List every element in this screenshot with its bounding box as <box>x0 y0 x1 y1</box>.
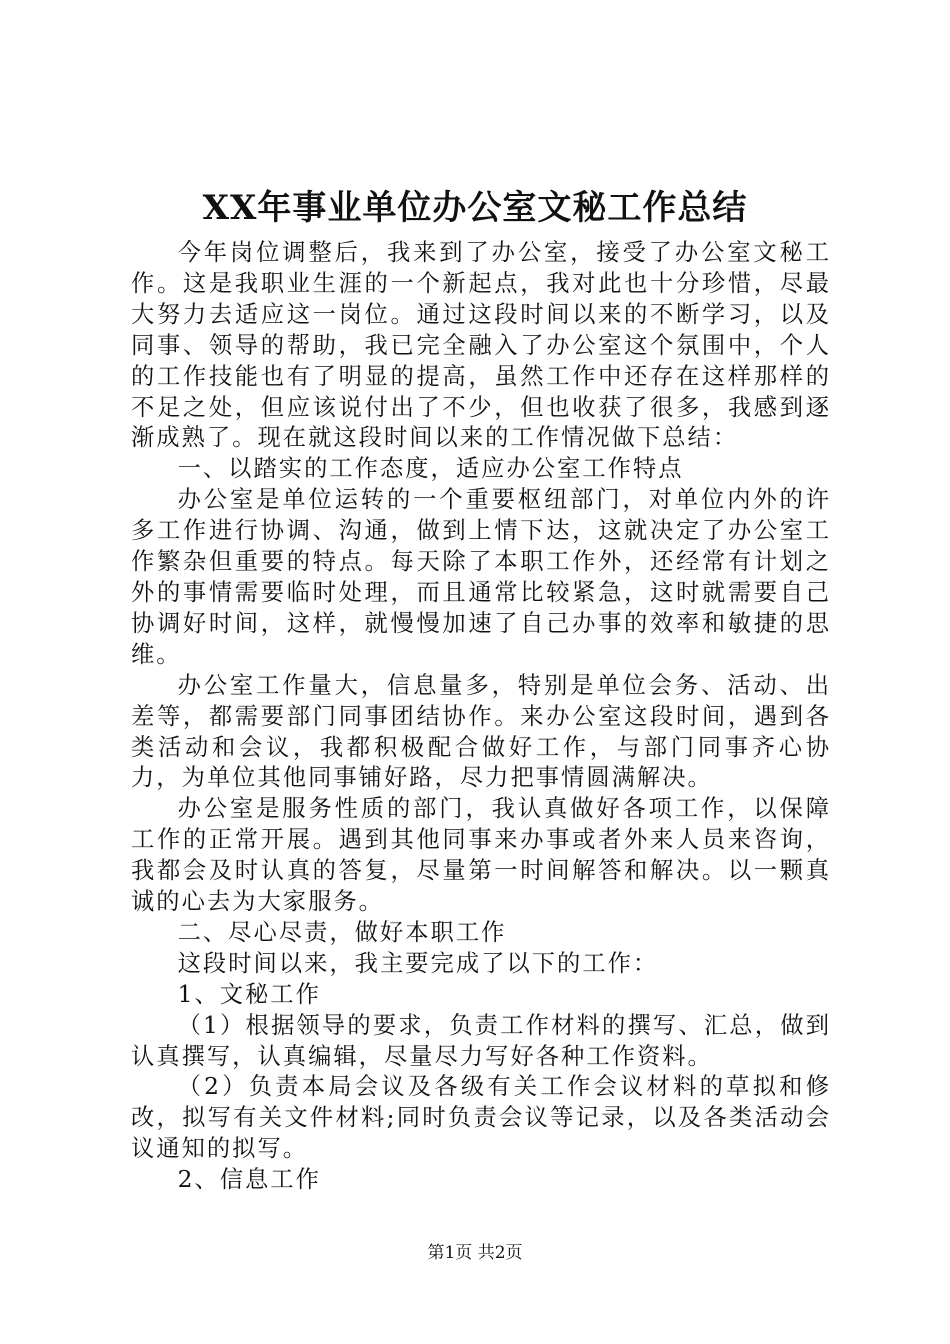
paragraph-office-hub: 办公室是单位运转的一个重要枢纽部门，对单位内外的许多工作进行协调、沟通，做到上情下达，这就决定了办公室工作繁杂但重要的特点。每天除了本职工作外，还经常有计划之外的事情需要临时处理，而且通常比较紧急，这时就需要自己协调好时间，这样，就慢慢加速了自己办事的效率和敏捷的思维。 <box>131 486 831 668</box>
section-heading-1: 一、以踏实的工作态度，适应办公室工作特点 <box>177 455 684 483</box>
subheading-information: 2、信息工作 <box>177 1166 321 1194</box>
section-heading-2: 二、尽心尽责，做好本职工作 <box>177 918 507 946</box>
paragraph-intro: 今年岗位调整后，我来到了办公室，接受了办公室文秘工作。这是我职业生涯的一个新起点，我对此也十分珍惜，尽最大努力去适应这一岗位。通过这段时间以来的不断学习，以及同事、领导的帮助，我已完全融入了办公室这个氛围中，个人的工作技能也有了明显的提高，虽然工作中还存在这样那样的不足之处，但应该说付出了不少，但也收获了很多，我感到逐渐成熟了。现在就这段时间以来的工作情况做下总结： <box>131 239 831 452</box>
page-footer: 第1页 共2页 <box>427 1243 523 1263</box>
document-title: XX年事业单位办公室文秘工作总结 <box>202 188 748 228</box>
paragraph-work-intro: 这段时间以来，我主要完成了以下的工作： <box>177 949 659 977</box>
list-item-2: （2）负责本局会议及各级有关工作会议材料的草拟和修改，拟写有关文件材料;同时负责会议等记录，以及各类活动会议通知的拟写。 <box>131 1073 831 1163</box>
paragraph-service: 办公室是服务性质的部门，我认真做好各项工作，以保障工作的正常开展。遇到其他同事来办事或者外来人员来咨询，我都会及时认真的答复，尽量第一时间解答和解决。以一颗真诚的心去为大家服务。 <box>131 795 831 916</box>
subheading-secretarial: 1、文秘工作 <box>177 980 321 1008</box>
document-body <box>131 238 831 1196</box>
list-item-1: （1）根据领导的要求，负责工作材料的撰写、汇总，做到认真撰写，认真编辑，尽量尽力写好各种工作资料。 <box>131 1011 831 1070</box>
paragraph-teamwork: 办公室工作量大，信息量多，特别是单位会务、活动、出差等，都需要部门同事团结协作。来办公室这段时间，遇到各类活动和会议，我都积极配合做好工作，与部门同事齐心协力，为单位其他同事铺好路，尽力把事情圆满解决。 <box>131 671 831 792</box>
